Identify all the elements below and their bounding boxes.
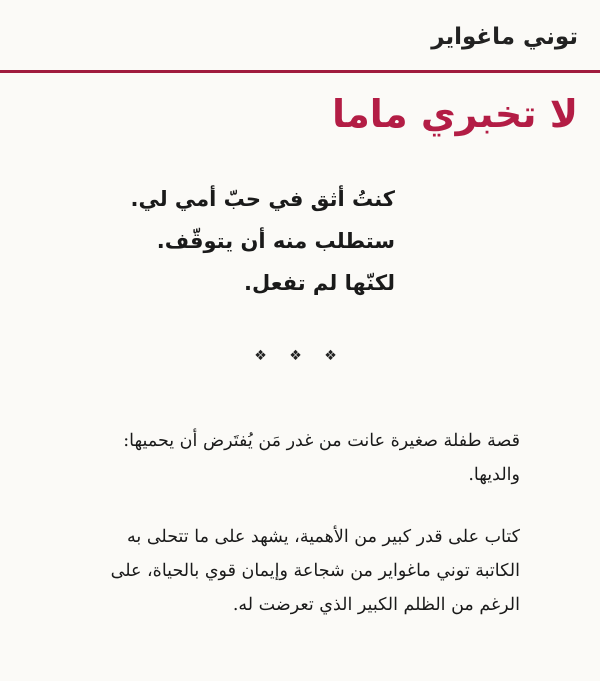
author-name: توني ماغواير [431, 24, 578, 50]
poem-line-2: ستطلب منه أن يتوقّف. [156, 229, 395, 253]
poem-line-1: كنتُ أثق في حبّ أمي لي. [130, 187, 395, 211]
summary-paragraph-2: كتاب على قدر كبير من الأهمية، يشهد على ما تتحلى به الكاتبة توني ماغواير من شجاعة وإيمان قوي بالحياة، على الرغم من الظلم الكبير الذي تعرضت له. [110, 527, 520, 615]
summary-paragraph-1: قصة طفلة صغيرة عانت من غدر مَن يُفتَرض أن يحميها: والديها. [123, 431, 520, 485]
book-title: لا تخبري ماما [332, 92, 578, 136]
header-divider [0, 70, 600, 73]
poem-line-3: لكنّها لم تفعل. [244, 271, 395, 295]
poem-block [131, 178, 396, 304]
ornament-separator: ❖ ❖ ❖ [254, 348, 346, 364]
